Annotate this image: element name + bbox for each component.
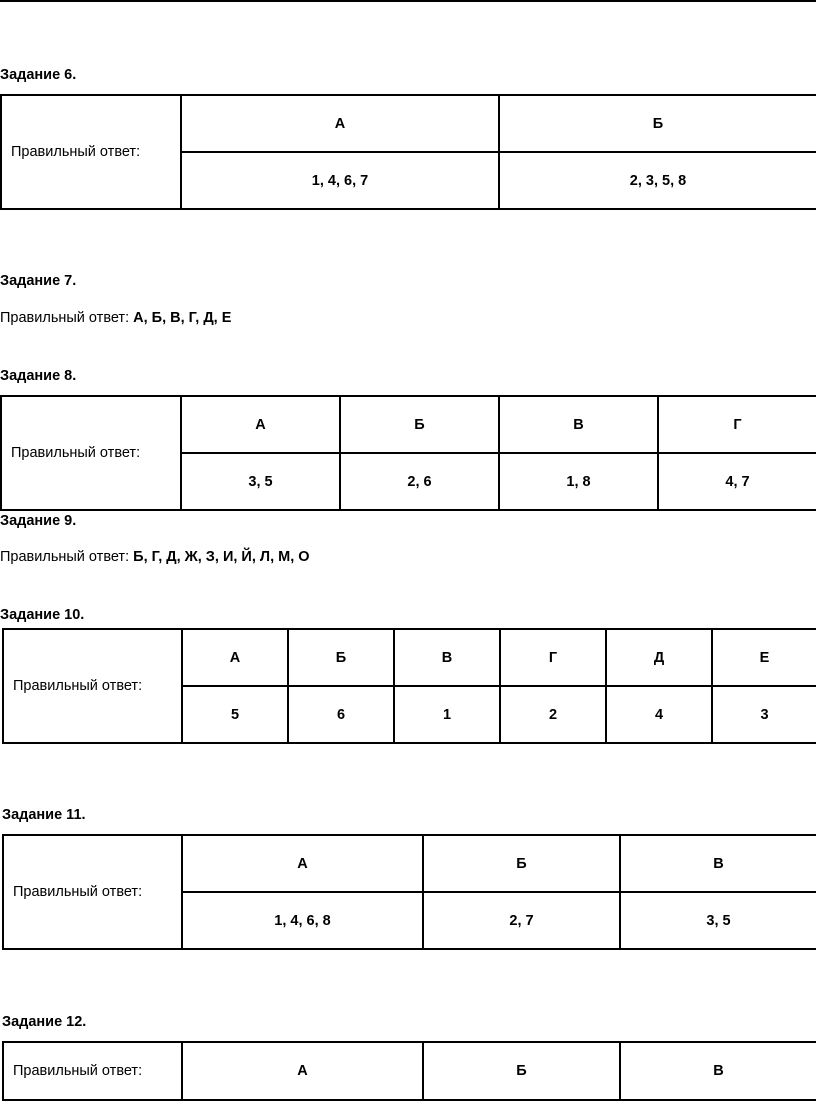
- task-11-value-a: 1, 4, 6, 8: [182, 892, 423, 949]
- task-6-title: Задание 6.: [0, 67, 77, 83]
- task-12-title: Задание 12.: [2, 1014, 87, 1030]
- task-10-header-a: А: [182, 629, 288, 686]
- task-10-value-g: 2: [500, 686, 606, 743]
- task-10-header-v: В: [394, 629, 500, 686]
- task-10-value-b: 6: [288, 686, 394, 743]
- top-rule: [0, 0, 816, 2]
- task-8-value-a: 3, 5: [181, 453, 340, 510]
- task-11-value-v: 3, 5: [620, 892, 816, 949]
- answer-label: Правильный ответ:: [1, 95, 181, 209]
- task-8-header-a: А: [181, 396, 340, 453]
- task-11-title: Задание 11.: [2, 807, 86, 823]
- task-12-answer-table: [2, 1041, 816, 1101]
- answer-label: Правильный ответ:: [0, 549, 130, 565]
- task-10-value-d: 4: [606, 686, 712, 743]
- task-8-title: Задание 8.: [0, 368, 77, 384]
- task-11-header-v: В: [620, 835, 816, 892]
- task-11-answer-table: [2, 834, 816, 950]
- task-6-value-b: 2, 3, 5, 8: [499, 152, 816, 209]
- task-10-value-a: 5: [182, 686, 288, 743]
- task-10-title: Задание 10.: [0, 607, 85, 623]
- task-11-value-b: 2, 7: [423, 892, 620, 949]
- answer-label: Правильный ответ:: [3, 629, 182, 743]
- task-11-header-a: А: [182, 835, 423, 892]
- answer-label: Правильный ответ:: [3, 1042, 182, 1100]
- task-8-value-g: 4, 7: [658, 453, 816, 510]
- task-8-header-v: В: [499, 396, 658, 453]
- task-12-header-v: В: [620, 1042, 816, 1100]
- task-6-header-a: А: [181, 95, 499, 152]
- task-10-header-g: Г: [500, 629, 606, 686]
- task-8-value-b: 2, 6: [340, 453, 499, 510]
- task-8-value-v: 1, 8: [499, 453, 658, 510]
- answer-label: Правильный ответ:: [0, 310, 130, 326]
- task-8-answer-table: [0, 395, 816, 511]
- task-8-header-b: Б: [340, 396, 499, 453]
- task-6-value-a: 1, 4, 6, 7: [181, 152, 499, 209]
- answer-label: Правильный ответ:: [3, 835, 182, 949]
- task-10-answer-table: [2, 628, 816, 744]
- task-9-answer-value: Б, Г, Д, Ж, З, И, Й, Л, М, О: [133, 549, 310, 565]
- task-8-header-g: Г: [658, 396, 816, 453]
- task-10-value-e: 3: [712, 686, 816, 743]
- task-10-header-e: Е: [712, 629, 816, 686]
- task-6-answer-table: [0, 94, 816, 210]
- answer-label: Правильный ответ:: [1, 396, 181, 510]
- task-10-value-v: 1: [394, 686, 500, 743]
- task-11-header-b: Б: [423, 835, 620, 892]
- task-12-header-a: А: [182, 1042, 423, 1100]
- task-10-header-d: Д: [606, 629, 712, 686]
- task-7-answer-value: А, Б, В, Г, Д, Е: [133, 310, 232, 326]
- task-9-title: Задание 9.: [0, 513, 77, 529]
- task-7-title: Задание 7.: [0, 273, 77, 289]
- task-10-header-b: Б: [288, 629, 394, 686]
- task-7-answer-line: [0, 309, 231, 327]
- task-6-header-b: Б: [499, 95, 816, 152]
- task-9-answer-line: [0, 548, 310, 566]
- task-12-header-b: Б: [423, 1042, 620, 1100]
